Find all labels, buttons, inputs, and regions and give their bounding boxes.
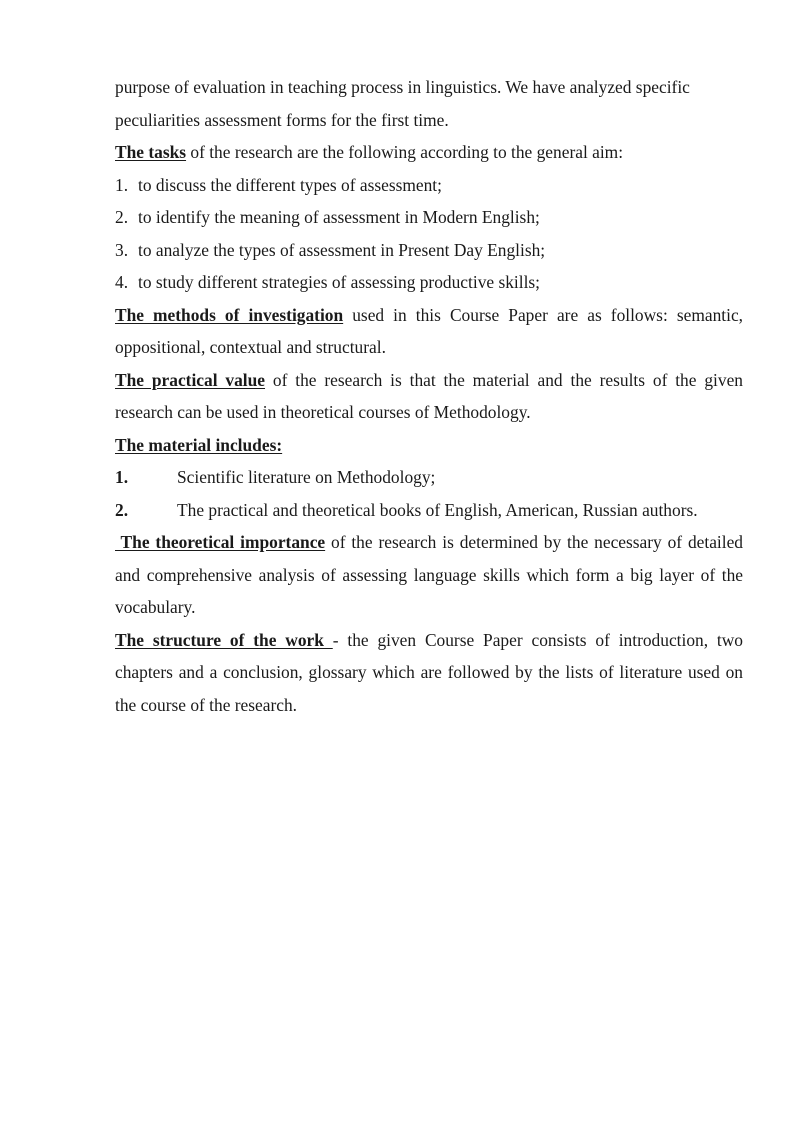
list-item-text: to study different strategies of assessing productive skills; [138, 272, 541, 292]
material-heading-paragraph [115, 429, 743, 462]
intro-paragraph [115, 71, 743, 136]
document-page [115, 71, 743, 721]
tasks-paragraph [115, 136, 743, 169]
list-item-number: 2. [115, 499, 129, 520]
theoretical-importance-text: of the research is determined by the necessary of detailed and comprehensive analysis of assessing language skills which form a big layer of the vocabulary. [115, 532, 743, 617]
practical-value-heading: The practical value [115, 369, 266, 390]
material-list [115, 461, 743, 526]
list-item-number: 1. [115, 174, 129, 195]
theoretical-importance-paragraph [115, 526, 743, 624]
intro-line-2: peculiarities assessment forms for the first time. [115, 109, 449, 130]
structure-heading: The structure of the work [115, 629, 333, 650]
tasks-list [115, 169, 743, 299]
list-item-number: 1. [115, 467, 129, 487]
list-item-text: to analyze the types of assessment in Present Day English; [138, 239, 546, 260]
material-heading: The material includes: [115, 434, 283, 455]
list-item-number: 3. [115, 239, 129, 260]
methods-text: used in this Course Paper are as follows: semantic, oppositional, contextual and structural. [115, 304, 744, 357]
list-item [115, 234, 743, 267]
practical-value-text: of the research is that the material and the results of the given research can be used in theoretical courses of Methodology. [115, 369, 743, 422]
list-item [115, 201, 743, 234]
list-item [115, 494, 743, 527]
list-item [115, 266, 743, 299]
list-item-number: 2. [115, 207, 129, 227]
structure-paragraph [115, 624, 743, 722]
tasks-heading: The tasks [115, 142, 187, 162]
list-item [115, 169, 743, 202]
intro-line-1: purpose of evaluation in teaching process in linguistics. We have analyzed specific [115, 77, 690, 97]
methods-heading: The methods of investigation [115, 304, 344, 325]
methods-paragraph [115, 299, 743, 364]
tasks-text: of the research are the following according to the general aim: [186, 142, 624, 162]
practical-value-paragraph [115, 364, 743, 429]
list-item-text: to identify the meaning of assessment in Modern English; [138, 207, 540, 227]
list-item [115, 461, 743, 494]
list-item-text: Scientific literature on Methodology; [177, 467, 436, 487]
list-item-text: The practical and theoretical books of English, American, Russian authors. [177, 499, 698, 520]
list-item-text: to discuss the different types of assessment; [138, 174, 442, 195]
structure-text: - the given Course Paper consists of introduction, two chapters and a conclusion, glossary which are followed by the lists of literature used on the course of the research. [115, 629, 743, 715]
theoretical-importance-heading: The theoretical importance [115, 532, 326, 552]
list-item-number: 4. [115, 272, 129, 292]
